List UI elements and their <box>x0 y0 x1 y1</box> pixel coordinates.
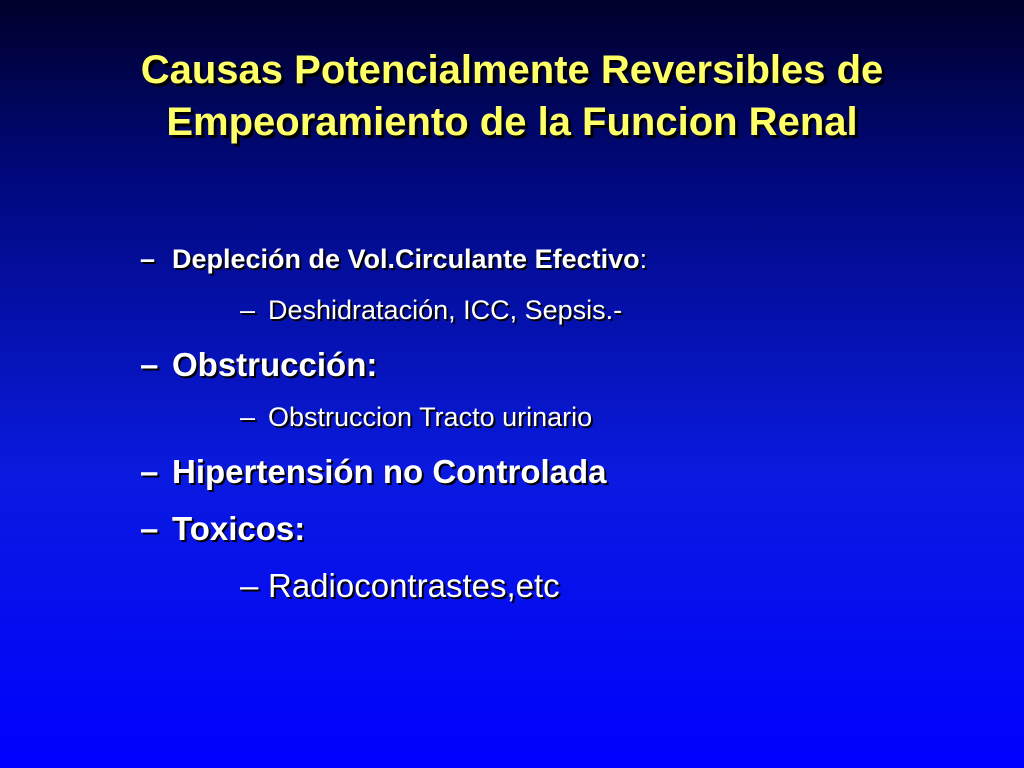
bullet-dash: – <box>140 453 159 490</box>
sub-bullet-text: Radiocontrastes,etc <box>268 567 560 604</box>
sub-bullet-urinary-tract <box>240 402 592 433</box>
sub-bullet-radiocontrast <box>240 567 560 605</box>
bullet-depletion <box>140 244 647 275</box>
sub-bullet-text: Obstruccion Tracto urinario <box>268 402 593 432</box>
bullet-dash: – <box>140 510 159 547</box>
bullet-text: Toxicos: <box>172 510 306 547</box>
sub-bullet-dash: – <box>240 567 259 604</box>
sub-bullet-dash: – <box>240 295 256 325</box>
sub-bullet-dash: – <box>240 402 256 432</box>
sub-bullet-dehydration <box>240 295 622 326</box>
slide-title-line-1: Causas Potencialmente Reversibles de <box>140 48 884 92</box>
bullet-dash: – <box>140 244 156 274</box>
bullet-dash: – <box>140 346 159 383</box>
bullet-text: Obstrucción: <box>172 346 378 383</box>
bullet-text: Hipertensión no Controlada <box>172 453 607 490</box>
bullet-toxics <box>140 510 305 548</box>
bullet-hypertension <box>140 453 607 491</box>
bullet-obstruction <box>140 346 377 384</box>
sub-bullet-text: Deshidratación, ICC, Sepsis.- <box>268 295 623 325</box>
slide-title-line-2: Empeoramiento de la Funcion Renal <box>166 100 858 144</box>
bullet-text: Depleción de Vol.Circulante Efectivo <box>172 244 640 274</box>
bullet-suffix: : <box>639 244 648 274</box>
